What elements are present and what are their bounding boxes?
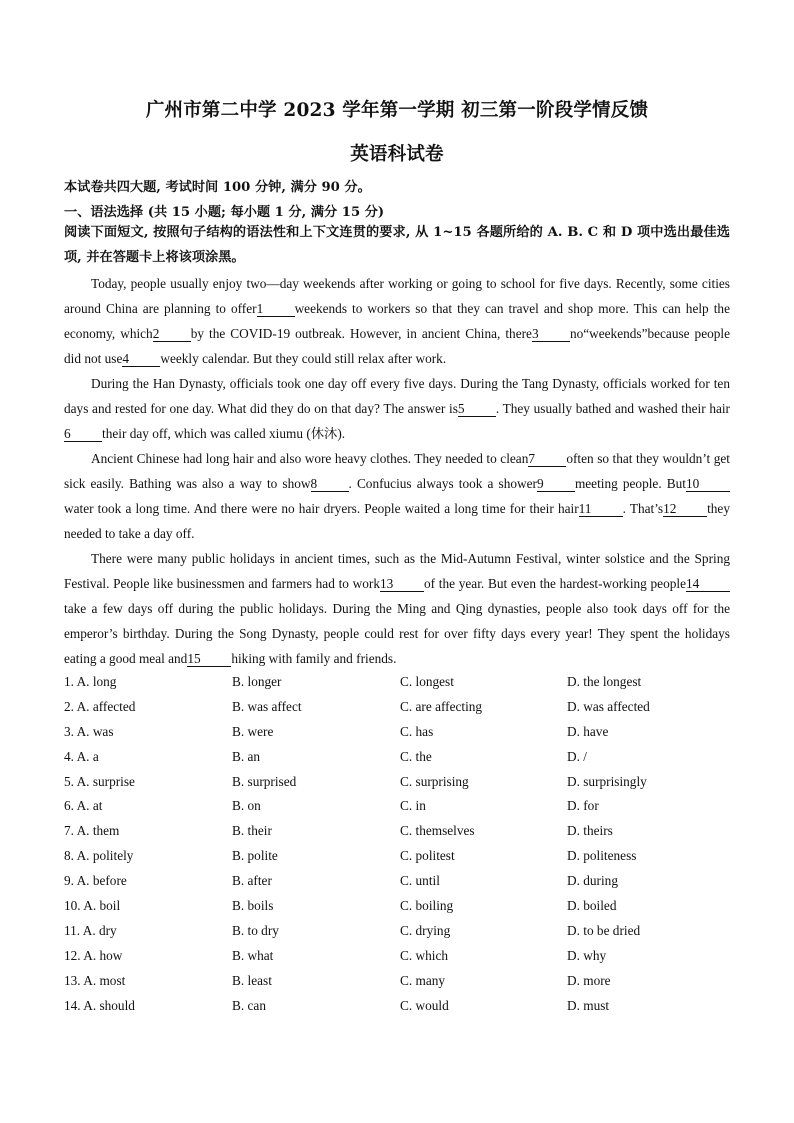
option-14-b: B. can [232, 997, 266, 1013]
option-12-d: D. why [567, 947, 607, 963]
option-12-c: C. which [400, 947, 449, 963]
option-4-a: 4. A. a [64, 748, 99, 764]
option-8-d: D. politeness [567, 848, 637, 864]
passage-text: no“weekends”because people did not use [64, 326, 730, 366]
option-1-d: D. the longest [567, 674, 642, 689]
option-row-5 [64, 771, 744, 796]
option-row-8 [64, 845, 744, 870]
passage-text: . They usually bathed and washed their hair [495, 401, 730, 416]
passage-text: Ancient Chinese had long hair and also wore heavy clothes. They needed to clean [91, 451, 529, 466]
passage-text: . That’s [622, 501, 664, 516]
passage-text: take a few days off during the public holidays. During the Ming and Qing dynasties, people also took days off for the emperor’s birthday. During the Song Dynasty, people could rest for over fifty days every year! They spent the holidays eating a good meal and [64, 601, 730, 666]
option-1-a: 1. A. long [64, 674, 117, 689]
option-3-c: C. has [400, 723, 434, 739]
option-5-d: D. surprisingly [567, 773, 647, 789]
passage-text: water took a long time. And there were no hair dryers. People waited a long time for their hair [64, 501, 579, 516]
answer-blank-13: 13 [380, 576, 424, 592]
option-8-c: C. politest [400, 848, 455, 864]
option-5-c: C. surprising [400, 773, 469, 789]
option-10-a: 10. A. boil [64, 898, 121, 914]
section-heading: 一、语法选择 (共 15 小题; 每小题 1 分, 满分 15 分) [64, 205, 385, 220]
passage-text: they needed to take a day off. [64, 501, 730, 541]
answer-blank-15: 15 [187, 651, 231, 667]
passage-text: hiking with family and friends. [231, 651, 397, 666]
option-6-c: C. in [400, 798, 426, 814]
option-7-a: 7. A. them [64, 823, 120, 839]
option-12-a: 12. A. how [64, 947, 123, 963]
option-row-12 [64, 945, 744, 970]
answer-blank-9: 9 [537, 476, 575, 492]
option-4-d: D. / [567, 748, 587, 764]
answer-blank-12: 12 [663, 501, 707, 517]
answer-blank-7: 7 [528, 451, 566, 467]
passage-text: meeting people. But [574, 476, 686, 491]
option-11-c: C. drying [400, 922, 451, 938]
option-3-b: B. were [232, 723, 274, 739]
option-3-a: 3. A. was [64, 723, 114, 739]
option-row-6 [64, 795, 744, 820]
option-5-a: 5. A. surprise [64, 773, 135, 789]
option-row-3 [64, 721, 744, 746]
option-1-c: C. longest [400, 674, 454, 689]
answer-blank-3: 3 [532, 326, 570, 342]
answer-blank-11: 11 [579, 501, 623, 517]
option-14-d: D. must [567, 997, 610, 1013]
option-13-a: 13. A. most [64, 972, 126, 988]
passage-text: weekends to workers so that they can travel and shop more. This can help the economy, which [64, 301, 730, 341]
option-13-c: C. many [400, 972, 446, 988]
answer-blank-4: 4 [122, 351, 160, 367]
option-10-d: D. boiled [567, 898, 617, 914]
option-10-b: B. boils [232, 898, 274, 914]
option-row-11 [64, 920, 744, 945]
option-2-a: 2. A. affected [64, 698, 136, 714]
option-8-a: 8. A. politely [64, 848, 134, 864]
option-row-4 [64, 746, 744, 771]
option-row-14 [64, 995, 744, 1020]
option-6-a: 6. A. at [64, 798, 103, 814]
option-11-b: B. to dry [232, 922, 279, 938]
answer-blank-10: 10 [686, 476, 730, 492]
passage-paragraph-2 [64, 371, 730, 446]
passage-paragraph-3 [64, 446, 730, 546]
option-2-d: D. was affected [567, 698, 650, 714]
answer-blank-5: 5 [458, 401, 496, 417]
option-10-c: C. boiling [400, 898, 454, 914]
option-row-10 [64, 895, 744, 920]
option-row-2 [64, 696, 744, 721]
option-14-a: 14. A. should [64, 997, 135, 1013]
option-13-b: B. least [232, 972, 272, 988]
option-9-a: 9. A. before [64, 873, 127, 889]
option-6-b: B. on [232, 798, 261, 814]
passage-text: often so that they wouldn’t get sick easily. Bathing was also a way to show [64, 451, 730, 491]
option-row-13 [64, 970, 744, 995]
exam-subtitle: 英语科试卷 [350, 144, 444, 165]
passage-text: During the Han Dynasty, officials took one day off every five days. During the Tang Dynasty, officials worked for ten days and rested for one day. What did they do on that day? The answer is [64, 376, 730, 416]
passage-text: of the year. But even the hardest-working people [423, 576, 686, 591]
option-9-d: D. during [567, 873, 618, 889]
passage-paragraph-4 [64, 546, 730, 671]
answer-blank-1: 1 [257, 301, 295, 317]
answer-options [64, 671, 744, 1019]
option-8-b: B. polite [232, 848, 278, 864]
passage-text: their day off, which was called xiumu (休沐). [102, 426, 346, 441]
answer-blank-14: 14 [686, 576, 730, 592]
option-row-1 [64, 671, 744, 696]
answer-blank-6: 6 [64, 426, 102, 442]
option-7-d: D. theirs [567, 823, 613, 839]
option-9-c: C. until [400, 873, 440, 889]
option-13-d: D. more [567, 972, 611, 988]
option-11-a: 11. A. dry [64, 922, 117, 938]
option-6-d: D. for [567, 798, 599, 814]
option-5-b: B. surprised [232, 773, 297, 789]
option-3-d: D. have [567, 723, 609, 739]
option-2-b: B. was affect [232, 698, 302, 714]
option-14-c: C. would [400, 997, 449, 1013]
exam-intro: 本试卷共四大题, 考试时间 100 分钟, 满分 90 分。 [64, 180, 371, 195]
option-2-c: C. are affecting [400, 698, 483, 714]
option-row-9 [64, 870, 744, 895]
option-12-b: B. what [232, 947, 274, 963]
option-7-b: B. their [232, 823, 272, 839]
exam-title: 广州市第二中学 2023 学年第一学期 初三第一阶段学情反馈 [145, 100, 649, 121]
option-4-c: C. the [400, 748, 432, 764]
passage-text: . Confucius always took a shower [348, 476, 537, 491]
option-1-b: B. longer [232, 674, 282, 689]
option-7-c: C. themselves [400, 823, 475, 839]
option-4-b: B. an [232, 748, 261, 764]
option-9-b: B. after [232, 873, 272, 889]
passage-text: There were many public holidays in ancient times, such as the Mid-Autumn Festival, winter solstice and the Spring Festival. People like businessmen and farmers had to work [64, 551, 730, 591]
section-directions: 阅读下面短文, 按照句子结构的语法性和上下文连贯的要求, 从 1~15 各题所给的 A. B. C 和 D 项中选出最佳选项, 并在答题卡上将该项涂黑。 [64, 225, 730, 265]
option-row-7 [64, 820, 744, 845]
passage-text: Today, people usually enjoy two—day weekends after working or going to school for five days. Recently, some cities around China are planning to offer [64, 276, 730, 316]
passage-text: weekly calendar. But they could still relax after work. [160, 351, 447, 366]
answer-blank-8: 8 [311, 476, 349, 492]
passage-text: by the COVID-19 outbreak. However, in ancient China, there [190, 326, 532, 341]
option-11-d: D. to be dried [567, 922, 641, 938]
passage-paragraph-1 [64, 271, 730, 371]
answer-blank-2: 2 [153, 326, 191, 342]
